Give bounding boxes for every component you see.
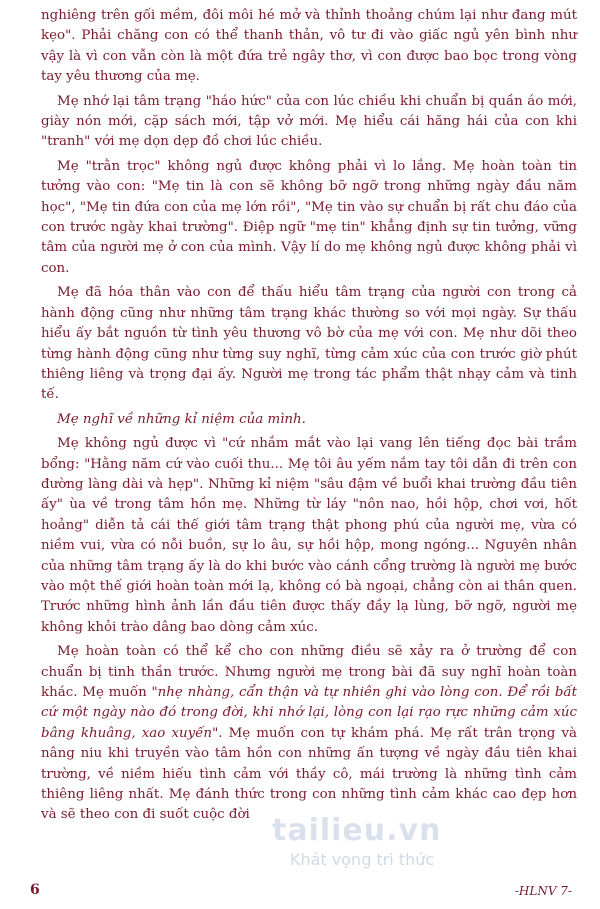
paragraph <box>41 434 577 638</box>
paragraph-text: Mẹ không ngủ được vì "cứ nhắm mắt vào lại vang lên tiếng đọc bài trầm bổng: "Hằng năm cứ vào cuối thu... Mẹ tôi âu yếm nắm tay tôi dẫn đi trên con đường làng dài và hẹp". Những kỉ niệm "sâu đậm về buổi khai trường đầu tiên ấy" ùa về trong tâm hồn mẹ. Những từ láy "nôn nao, hồi hộp, chơi vơi, hốt hoảng" diễn tả cái thế giới tâm trạng thật phong phú của người mẹ, vừa có niềm vui, vừa có nỗi buồn, sự lo âu, sự hồi hộp, mong ngóng... Nguyên nhân của những tâm trạng ấy là do khi bước vào cánh cổng trường là người mẹ bước vào một thế giới hoàn toàn mới lạ, không có bà ngoại, chẳng còn ai thân quen. Trước những hình ảnh lần đầu tiên được thấy đầy lạ lùng, bỡ ngỡ, người mẹ không khỏi trào dâng bao dòng cảm xúc. <box>41 436 577 635</box>
paragraph <box>41 642 577 826</box>
paragraph <box>41 283 577 405</box>
paragraph-text: Mẹ đã hóa thân vào con để thấu hiểu tâm trạng của người con trong cả hành động cũng như những tâm trạng khác thường so với mọi ngày. Sự thấu hiểu ấy bắt nguồn từ tình yêu thương vô bờ của mẹ với con. Mẹ như dõi theo từng hành động cũng như từng suy nghĩ, từng cảm xúc của con trước giờ phút thiêng liêng và trọng đại ấy. Người mẹ trong tác phẩm thật nhạy cảm và tinh tế. <box>41 285 577 403</box>
paragraph-text: Mẹ nhớ lại tâm trạng "háo hức" của con lúc chiều khi chuẩn bị quần áo mới, giày nón mới, cặp sách mới, tập vở mới. Mẹ hiểu cái hăng hái của con khi "tranh" với mẹ dọn dẹp đồ chơi lúc chiều. <box>41 93 577 150</box>
paragraph-text: Mẹ hoàn toàn có thể kể cho con những điều sẽ xảy ra ở trường để con chuẩn bị tinh thần trước. Nhưng người mẹ trong bài đã suy nghĩ hoàn toàn khác. Mẹ muốn " <box>41 644 577 700</box>
paragraph-text: Mẹ "trằn trọc" không ngủ được không phải vì lo lắng. Mẹ hoàn toàn tin tưởng vào con: "Mẹ tin là con sẽ không bỡ ngỡ trong những ngày đầu năm học", "Mẹ tin đứa con của mẹ lớn rồi", "Mẹ tin vào sự chuẩn bị rất chu đáo của con trước ngày khai trường". Điệp ngữ "mẹ tin" khẳng định sự tin tưởng, vững tâm của người mẹ ở con của mình. Vậy lí do mẹ không ngủ được không phải vì con. <box>41 158 577 276</box>
italic-text: nhẹ nhàng, cẩn thận và tự nhiên ghi vào lòng con. Để rồi bất cứ một ngày nào đó trong đời, khi nhớ lại, lòng con lại rạo rực những cảm xúc bâng khuâng, xao xuyến <box>41 685 578 741</box>
watermark-slogan: Khát vọng tri thức <box>290 850 435 869</box>
italic-text: Mẹ nghĩ về những kỉ niệm của mình. <box>57 411 306 427</box>
page-number: 6 <box>30 882 40 898</box>
paragraph-text: ". Mẹ muốn con tự khám phá. Mẹ rất trân trọng và nâng niu khi truyền vào tâm hồn con những ấn tượng về ngày đầu tiên khai trường, về niềm hiếu tình cảm với thầy cô, mái trường là những tình cảm thiêng liêng nhất. Mẹ đánh thức trong con những tình cảm khác cao đẹp hơn và sẽ theo con đi suốt cuộc đời <box>41 725 577 823</box>
body-text <box>41 6 577 830</box>
paragraph <box>41 410 577 430</box>
series-tag: -HLNV 7- <box>514 884 572 898</box>
paragraph-text: nghiêng trên gối mềm, đôi môi hé mở và thỉnh thoảng chúm lại như đang mút kẹo". Phải chăng con có thể thanh thản, vô tư đi vào giấc ngủ yên bình như vậy là vì con vẫn còn là một đứa trẻ ngây thơ, vì con được bao bọc trong vòng tay yêu thương của mẹ. <box>41 8 577 85</box>
paragraph <box>41 92 577 153</box>
paragraph <box>41 157 577 279</box>
paragraph <box>41 6 577 88</box>
watermark-logo: tailieu.vn <box>272 813 442 848</box>
